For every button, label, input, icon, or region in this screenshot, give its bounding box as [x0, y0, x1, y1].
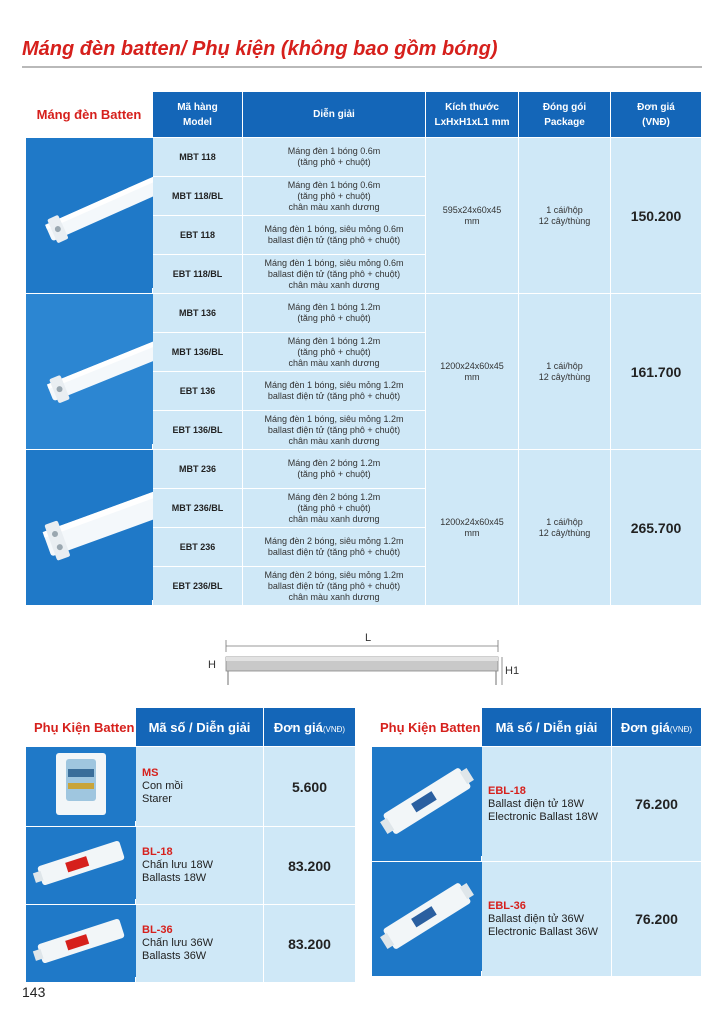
model-cell: MBT 118/BL — [153, 177, 243, 216]
description-cell: EBL-18 Ballast điện tử 18W Electronic Ballast 18W — [482, 747, 612, 862]
accessories-table-right — [371, 707, 702, 977]
model-cell: MBT 136/BL — [153, 333, 243, 372]
description-cell: Máng đèn 1 bóng 1.2m (tăng phô + chuột) chân màu xanh dương — [243, 333, 426, 372]
model-cell: EBT 136/BL — [153, 411, 243, 450]
product-image-mbt118 — [26, 138, 153, 294]
model-cell: EBT 236 — [153, 528, 243, 567]
acc-left-corner-label: Phụ Kiện Batten — [26, 708, 136, 747]
price-cell: 76.200 — [612, 747, 702, 862]
product-image-bl18 — [26, 827, 136, 905]
acc-left-header-code: Mã số / Diễn giải — [136, 708, 264, 747]
product-image-ms — [26, 747, 136, 827]
dimension-cell: 1200x24x60x45 mm — [426, 294, 519, 450]
dimension-diagram — [200, 630, 530, 690]
batten-price-table — [25, 91, 702, 606]
price-cell: 161.700 — [611, 294, 702, 450]
title-divider — [22, 66, 702, 68]
model-cell: MBT 236/BL — [153, 489, 243, 528]
starter-icon — [26, 747, 136, 821]
description-cell: Máng đèn 2 bóng, siêu mỏng 1.2m ballast điện tử (tăng phô + chuột) — [243, 528, 426, 567]
table-row — [26, 450, 702, 489]
product-image-mbt136 — [26, 294, 153, 450]
table-row — [26, 905, 356, 983]
page-title: Máng đèn batten/ Phụ kiện (không bao gồm bóng) — [22, 38, 498, 60]
table-row — [372, 747, 702, 862]
description-cell: Máng đèn 1 bóng 1.2m (tăng phô + chuột) — [243, 294, 426, 333]
accessories-table-left — [25, 707, 356, 983]
product-image-ebl36 — [372, 862, 482, 977]
model-cell: EBT 118 — [153, 216, 243, 255]
table-row — [26, 138, 702, 177]
model-cell: MBT 118 — [153, 138, 243, 177]
table-row — [372, 862, 702, 977]
header-package: Đóng gói Package — [519, 92, 611, 138]
price-cell: 265.700 — [611, 450, 702, 606]
header-price: Đơn giá (VNĐ) — [611, 92, 702, 138]
table-row — [26, 294, 702, 333]
table-corner-label: Máng đèn Batten — [26, 92, 153, 138]
header-dimensions: Kích thước LxHxH1xL1 mm — [426, 92, 519, 138]
package-cell: 1 cái/hộp 12 cây/thùng — [519, 294, 611, 450]
dimension-cell: 1200x24x60x45 mm — [426, 450, 519, 606]
description-cell: Máng đèn 1 bóng 0.6m (tăng phô + chuột) — [243, 138, 426, 177]
electronic-ballast-icon — [372, 747, 482, 856]
model-cell: EBT 118/BL — [153, 255, 243, 294]
description-cell: Máng đèn 1 bóng, siêu mỏng 0.6m ballast điện tử (tăng phô + chuột) — [243, 216, 426, 255]
batten-fixture-icon — [26, 450, 153, 600]
dimension-cell: 595x24x60x45 mm — [426, 138, 519, 294]
description-cell: Máng đèn 2 bóng 1.2m (tăng phô + chuột) — [243, 450, 426, 489]
description-cell: BL-18 Chấn lưu 18W Ballasts 18W — [136, 827, 264, 905]
page-number: 143 — [22, 984, 46, 1000]
table-row — [26, 827, 356, 905]
acc-right-header-price: Đơn giá(VNĐ) — [612, 708, 702, 747]
description-cell: Máng đèn 2 bóng, siêu mỏng 1.2m ballast điện tử (tăng phô + chuột) chân màu xanh dương — [243, 567, 426, 606]
label-h: H — [208, 659, 216, 671]
package-cell: 1 cái/hộp 12 cây/thùng — [519, 138, 611, 294]
label-l: L — [364, 632, 372, 644]
model-cell: EBT 236/BL — [153, 567, 243, 606]
description-cell: Máng đèn 1 bóng, siêu mỏng 1.2m ballast điện tử (tăng phô + chuột) — [243, 372, 426, 411]
price-cell: 5.600 — [264, 747, 356, 827]
acc-right-corner-label: Phụ Kiện Batten — [372, 708, 482, 747]
description-cell: Máng đèn 1 bóng 0.6m (tăng phô + chuột) chân màu xanh dương — [243, 177, 426, 216]
product-image-ebl18 — [372, 747, 482, 862]
product-image-mbt236 — [26, 450, 153, 606]
description-cell: MS Con mồi Starer — [136, 747, 264, 827]
table-row — [26, 747, 356, 827]
label-h1: H1 — [505, 665, 520, 677]
ballast-icon — [26, 905, 136, 977]
model-cell: MBT 136 — [153, 294, 243, 333]
price-cell: 76.200 — [612, 862, 702, 977]
description-cell: EBL-36 Ballast điện tử 36W Electronic Ballast 36W — [482, 862, 612, 977]
price-cell: 83.200 — [264, 827, 356, 905]
package-cell: 1 cái/hộp 12 cây/thùng — [519, 450, 611, 606]
description-cell: Máng đèn 2 bóng 1.2m (tăng phô + chuột) chân màu xanh dương — [243, 489, 426, 528]
header-description: Diễn giải — [243, 92, 426, 138]
electronic-ballast-icon — [372, 862, 482, 971]
batten-fixture-icon — [26, 294, 153, 444]
description-cell: Máng đèn 1 bóng, siêu mỏng 1.2m ballast điện tử (tăng phô + chuột) chân màu xanh dương — [243, 411, 426, 450]
description-cell: Máng đèn 1 bóng, siêu mỏng 0.6m ballast điện tử (tăng phô + chuột) chân màu xanh dương — [243, 255, 426, 294]
batten-fixture-icon — [26, 138, 153, 288]
header-model: Mã hàng Model — [153, 92, 243, 138]
product-image-bl36 — [26, 905, 136, 983]
price-cell: 150.200 — [611, 138, 702, 294]
ballast-icon — [26, 827, 136, 899]
price-cell: 83.200 — [264, 905, 356, 983]
model-cell: EBT 136 — [153, 372, 243, 411]
description-cell: BL-36 Chấn lưu 36W Ballasts 36W — [136, 905, 264, 983]
acc-right-header-code: Mã số / Diễn giải — [482, 708, 612, 747]
model-cell: MBT 236 — [153, 450, 243, 489]
acc-left-header-price: Đơn giá(VNĐ) — [264, 708, 356, 747]
